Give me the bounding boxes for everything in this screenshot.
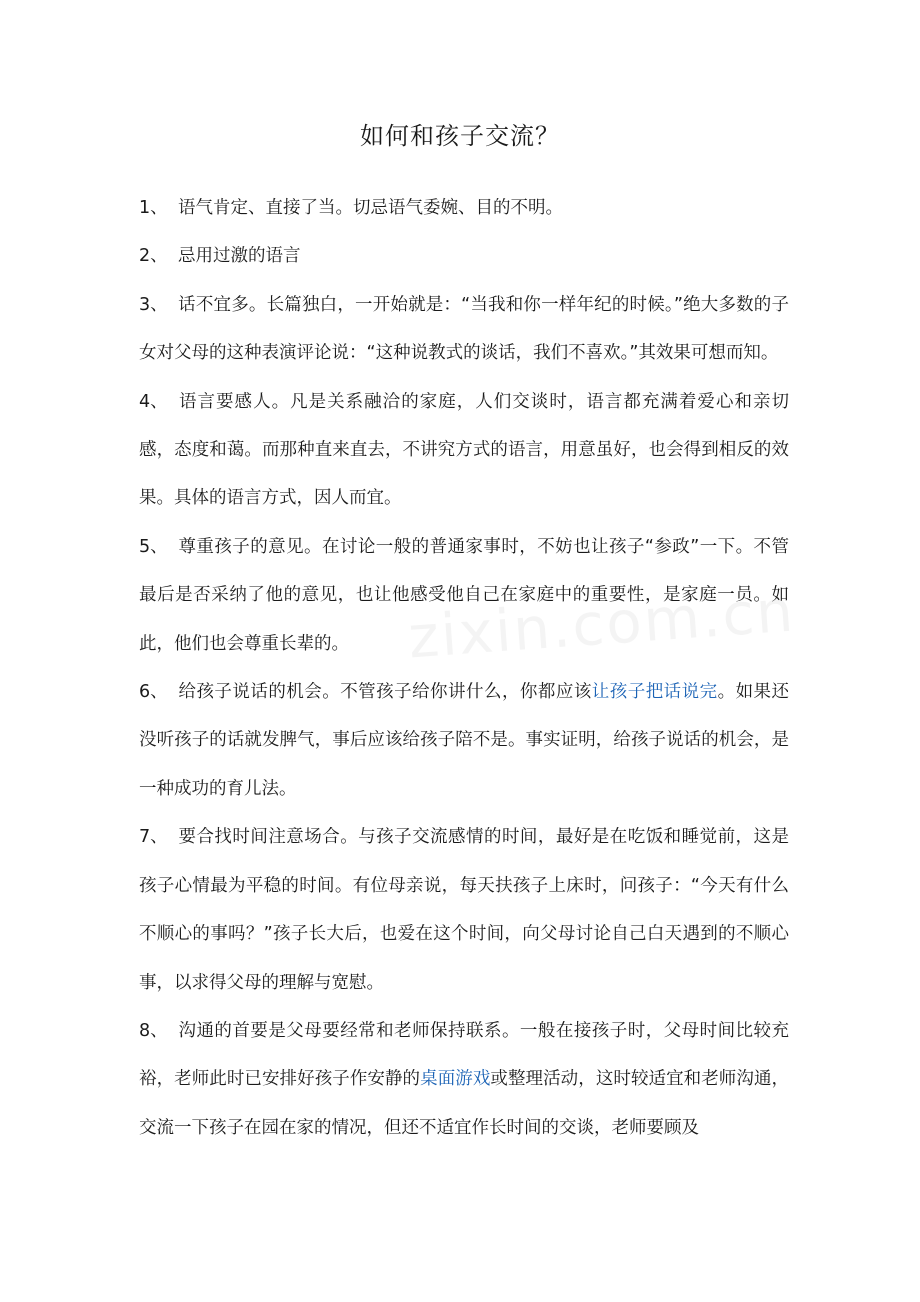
item-number: 4、 bbox=[139, 391, 168, 412]
page-title: 如何和孩子交流？ bbox=[360, 122, 560, 150]
item-number: 5、 bbox=[139, 536, 168, 557]
item-text-after-link: 或整理活动，这时较适宜和老师沟通，交流一下孩子在园在家的情况，但还不适宜作长时间的交谈，老师要顾及 bbox=[139, 1069, 790, 1138]
item-text: 要合找时间注意场合。与孩子交流感情的时间，最好是在吃饭和睡觉前，这是孩子心情最为平稳的时间。有位母亲说，每天扶孩子上床时，问孩子：“今天有什么不顺心的事吗？”孩子长大后，也爱在这个时间，向父母讨论自己白天遇到的不顺心事，以求得父母的理解与宽慰。 bbox=[139, 827, 789, 993]
inline-link-table-games[interactable]: 桌面游戏 bbox=[420, 1069, 491, 1090]
list-item-6 bbox=[139, 668, 789, 813]
list-item-4 bbox=[139, 378, 789, 523]
item-number: 1、 bbox=[139, 198, 168, 218]
list-item-5 bbox=[139, 523, 789, 668]
inline-link-let-child-finish[interactable]: 让孩子把话说完 bbox=[591, 682, 718, 703]
item-number: 2、 bbox=[139, 246, 168, 267]
list-item-2 bbox=[139, 232, 789, 280]
document-body bbox=[139, 184, 789, 1152]
item-number: 7、 bbox=[139, 827, 168, 848]
item-text: 忌用过激的语言 bbox=[178, 246, 301, 267]
item-text-after-link: 。如果还没听孩子的话就发脾气，事后应该给孩子陪不是。事实证明，给孩子说话的机会，是一种成功的育儿法。 bbox=[139, 682, 790, 799]
item-text: 语气肯定、直接了当。切忌语气委婉、目的不明。 bbox=[178, 198, 563, 218]
list-item-8 bbox=[139, 1007, 789, 1152]
item-number: 3、 bbox=[139, 294, 168, 315]
item-text-before-link: 沟通的首要是父母要经常和老师保持联系。一般在接孩子时，父母时间比较充裕，老师此时已安排好孩子作安静的 bbox=[139, 1020, 789, 1090]
item-text-before-link: 给孩子说话的机会。不管孩子给你讲什么，你都应该 bbox=[178, 682, 592, 703]
item-text: 语言要感人。凡是关系融洽的家庭，人们交谈时，语言都充满着爱心和亲切感，态度和蔼。而那种直来直去，不讲究方式的语言，用意虽好，也会得到相反的效果。具体的语言方式，因人而宜。 bbox=[139, 391, 789, 509]
item-number: 8、 bbox=[139, 1020, 168, 1041]
list-item-7 bbox=[139, 813, 789, 1007]
list-item-3 bbox=[139, 281, 789, 378]
item-text: 话不宜多。长篇独白，一开始就是：“当我和你一样年纪的时候。”绝大多数的子女对父母的这种表演评论说：“这种说教式的谈话，我们不喜欢。”其效果可想而知。 bbox=[139, 294, 789, 364]
item-number: 6、 bbox=[139, 682, 168, 703]
list-item-1 bbox=[139, 184, 789, 232]
item-text: 尊重孩子的意见。在讨论一般的普通家事时，不妨也让孩子“参政”一下。不管最后是否采纳了他的意见，也让他感受他自己在家庭中的重要性，是家庭一员。如此，他们也会尊重长辈的。 bbox=[139, 536, 789, 654]
